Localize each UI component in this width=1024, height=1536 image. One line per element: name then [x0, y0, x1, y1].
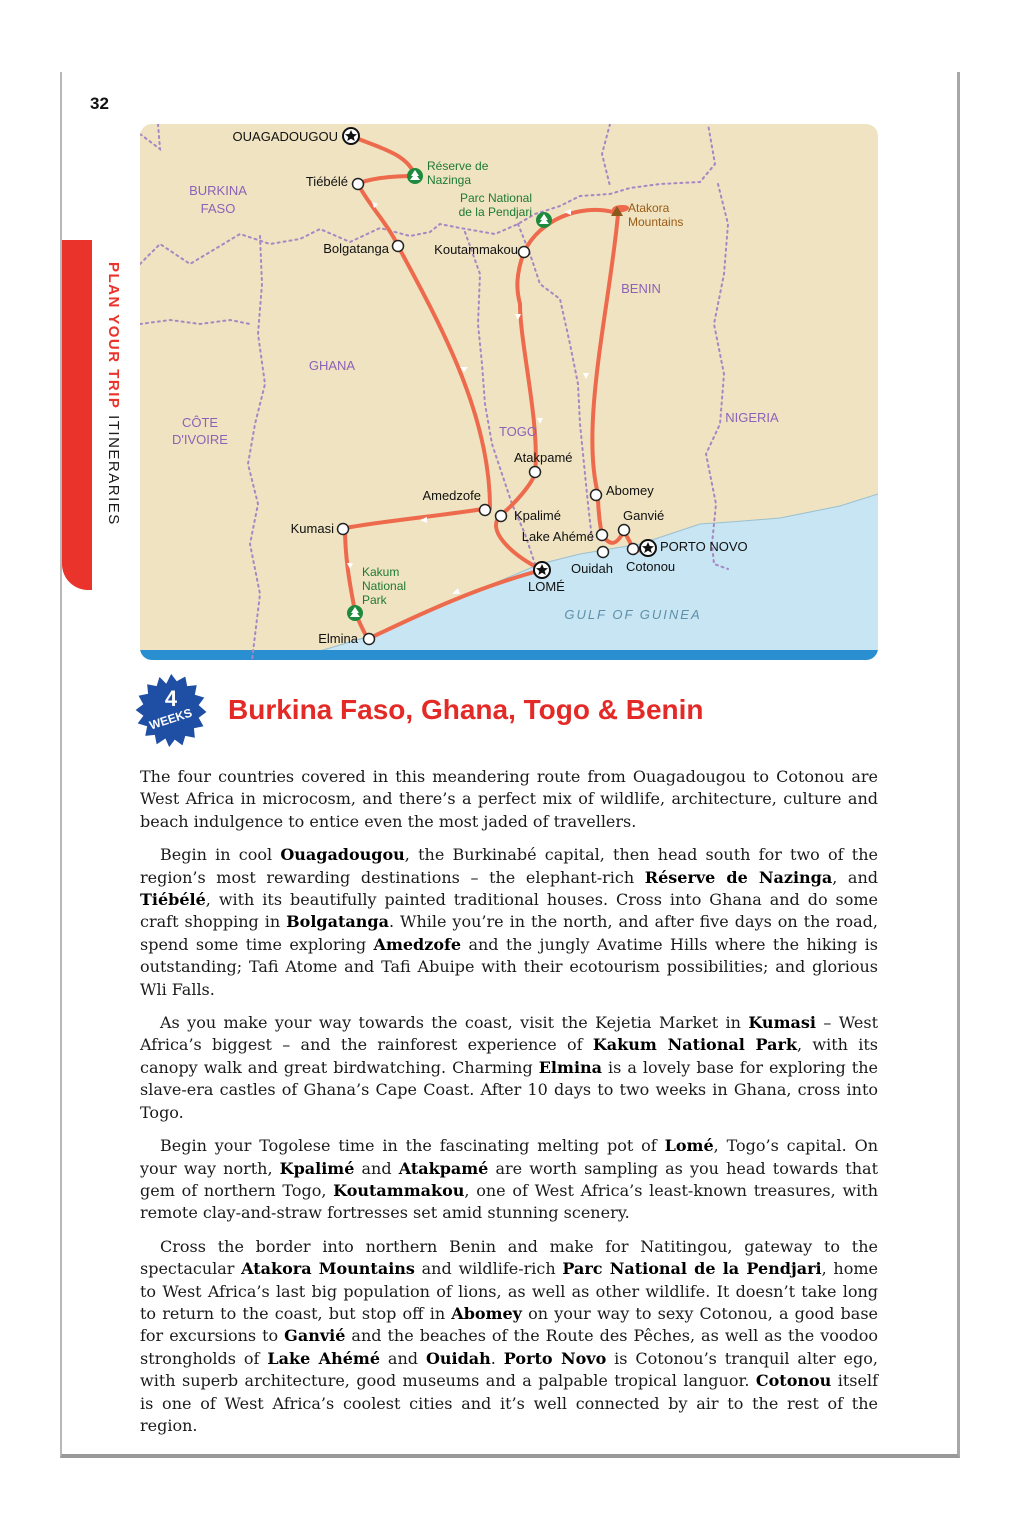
place-highlight: Atakpamé — [398, 1158, 489, 1178]
body-text-run: , the Burkinabé capital, then head south for two of the region’s most rewarding destinations – the elephant-rich — [140, 845, 879, 887]
label-kakum-1: Kakum — [362, 565, 400, 579]
label-ghana: GHANA — [308, 358, 356, 373]
section-tab-title: PLAN YOUR TRIP — [105, 262, 122, 410]
place-highlight: Cotonou — [755, 1371, 832, 1391]
label-kakum-3: Park — [362, 593, 387, 607]
body-paragraph — [140, 1236, 878, 1438]
section-tab-label — [100, 262, 122, 562]
label-bolgatanga: Bolgatanga — [323, 241, 389, 256]
label-ouagadougou: OUAGADOUGOU — [232, 129, 338, 144]
place-highlight: Kpalimé — [279, 1158, 355, 1178]
place-highlight: Kumasi — [748, 1013, 816, 1033]
town-marker-bolgatanga — [393, 241, 404, 252]
map-bottom-bar — [140, 650, 878, 660]
place-highlight: Ganvié — [284, 1326, 346, 1346]
body-text-run: , with its canopy walk and great birdwatching. Charming — [140, 1035, 878, 1077]
place-highlight: Ouidah — [425, 1348, 491, 1368]
label-pendjari-1: Parc National — [459, 191, 532, 205]
label-ganvie: Ganvié — [623, 508, 665, 523]
town-marker-tiebele — [353, 179, 364, 190]
label-atakora-1: Atakora — [628, 201, 670, 215]
body-text-run: and the jungly Avatime Hills where the hiking is outstanding; Tafi Atome and Tafi Abuipe with their ecotourism possibilities; and glorious Wli Falls. — [140, 934, 878, 999]
body-text-run: , home to West Africa’s last big population of lions, as well as other wildlife. It doesn’t take long to return to the coast, but stop off in — [140, 1259, 879, 1323]
place-highlight: Lake Ahémé — [267, 1348, 380, 1368]
body-text-run: is a lovely base for exploring the slave-era castles of Ghana’s Cape Coast. After 10 days to two weeks in Ghana, cross into Togo. — [140, 1057, 879, 1122]
page-number: 32 — [90, 94, 109, 113]
label-cote-1: CÔTE — [181, 415, 219, 430]
label-nigeria: NIGERIA — [725, 410, 779, 425]
place-highlight: Atakora Mountains — [241, 1259, 415, 1279]
town-marker-abomey — [591, 490, 602, 501]
body-text-run: , and — [832, 867, 879, 887]
body-text-run: and — [380, 1348, 426, 1368]
body-text-run: and the beaches of the Route des Pêches, as well as the voodoo strongholds of — [140, 1326, 878, 1368]
label-elmina: Elmina — [318, 631, 358, 646]
town-marker-ganvie — [619, 525, 630, 536]
body-text-run: is Cotonou’s tranquil alter ego, with superb architecture, good museums and a palpable tropical languor. — [140, 1348, 878, 1391]
place-highlight: Parc National de la Pendjari — [562, 1259, 822, 1279]
label-togo: TOGO — [498, 424, 538, 439]
body-text-run: and — [354, 1158, 399, 1178]
label-gulf-of-guinea: GULF OF GUINEA — [564, 607, 702, 622]
town-marker-kumasi — [338, 524, 349, 535]
label-atakpame: Atakpamé — [514, 450, 573, 465]
label-benin: BENIN — [621, 281, 661, 296]
label-abomey: Abomey — [606, 483, 654, 498]
body-text-run: , one of West Africa’s least-known treasures, with remote clay-and-straw fortresses set amid stunning scenery. — [140, 1180, 879, 1223]
park-marker-nazinga — [407, 168, 423, 184]
town-marker-cotonou — [628, 544, 639, 555]
place-highlight: Réserve de Nazinga — [644, 867, 833, 887]
label-ouidah: Ouidah — [571, 561, 613, 576]
place-highlight: Amedzofe — [373, 934, 462, 954]
body-text-run: Begin in cool — [160, 845, 281, 865]
capital-marker-porto-novo — [640, 540, 656, 556]
label-koutammakou: Koutammakou — [434, 242, 518, 257]
place-highlight: Tiébélé — [140, 890, 206, 910]
badge-number: 4 — [164, 686, 178, 711]
label-nazinga-2: Nazinga — [427, 173, 472, 187]
label-kakum-2: National — [362, 579, 407, 593]
label-kpalime: Kpalimé — [514, 508, 561, 523]
itinerary-title: Burkina Faso, Ghana, Togo & Benin — [228, 694, 704, 725]
capital-marker-lome — [534, 562, 550, 578]
badge-unit: WEEKS — [147, 705, 194, 733]
place-highlight: Ouagadougou — [280, 845, 405, 865]
label-cotonou: Cotonou — [626, 559, 676, 574]
place-highlight: Porto Novo — [503, 1348, 607, 1368]
duration-badge — [130, 670, 212, 752]
label-porto-novo: PORTO NOVO — [660, 539, 748, 554]
park-marker-kakum — [347, 605, 363, 621]
section-tab — [62, 240, 92, 590]
place-highlight: Kakum National Park — [592, 1035, 798, 1055]
town-marker-koutammakou — [519, 247, 530, 258]
body-text-run: Begin your Togolese time in the fascinating melting pot of — [160, 1136, 665, 1156]
body-text-run: are worth sampling as you head towards that gem of northern Togo, — [140, 1158, 878, 1200]
section-tab-subtitle: ITINERARIES — [105, 415, 122, 526]
place-highlight: Lomé — [664, 1136, 714, 1156]
label-pendjari-2: de la Pendjari — [458, 205, 532, 219]
place-highlight: Abomey — [451, 1303, 522, 1323]
town-marker-lake-aheme — [597, 530, 608, 541]
body-paragraph — [140, 766, 878, 833]
label-burkina-2: FASO — [200, 201, 236, 216]
body-text-run: As you make your way towards the coast, visit the Kejetia Market in — [160, 1013, 749, 1033]
label-cote-2: D'IVOIRE — [172, 432, 228, 447]
body-paragraph — [140, 844, 878, 1001]
body-text-run: . While you’re in the north, and after five days on the road, spend some time exploring — [140, 912, 878, 954]
body-text-run: and wildlife-rich — [414, 1259, 563, 1279]
town-marker-elmina — [364, 634, 375, 645]
park-marker-pendjari — [536, 212, 552, 228]
town-marker-kpalime — [496, 511, 507, 522]
town-marker-amedzofe — [480, 505, 491, 516]
body-text-run: , Togo’s capital. On your way north, — [140, 1136, 878, 1178]
label-tiebele: Tiébélé — [305, 174, 348, 189]
body-text-run: , with its beautifully painted traditional houses. Cross into Ghana and do some craft shopping in — [140, 890, 878, 932]
label-nazinga-1: Réserve de — [427, 159, 489, 173]
itinerary-body — [140, 766, 878, 1448]
label-amedzofe: Amedzofe — [422, 488, 481, 503]
itinerary-map — [140, 124, 878, 660]
capital-marker-ouagadougou — [343, 128, 359, 144]
place-highlight: Elmina — [538, 1057, 603, 1077]
body-text-run: The four countries covered in this meandering route from Ouagadougou to Cotonou are West Africa in microcosm, and there’s a perfect mix of wildlife, architecture, culture and beach indulgence to entice even the most jaded of travellers. — [140, 767, 878, 831]
label-kumasi: Kumasi — [290, 521, 334, 536]
town-marker-ouidah — [598, 547, 609, 558]
body-text-run: . — [490, 1348, 504, 1368]
body-text-run: itself is one of West Africa’s coolest cities and it’s well connected by air to the rest of the region. — [140, 1371, 878, 1435]
place-highlight: Koutammakou — [333, 1180, 465, 1200]
label-burkina-1: BURKINA — [189, 183, 247, 198]
body-text-run: Cross the border into northern Benin and make for Natitingou, gateway to the spectacular — [140, 1236, 878, 1279]
place-highlight: Bolgatanga — [286, 912, 389, 932]
body-text-run: – West Africa’s biggest – and the rainforest experience of — [140, 1013, 878, 1055]
body-paragraph — [140, 1012, 878, 1124]
body-paragraph — [140, 1135, 878, 1225]
label-lake-aheme: Lake Ahémé — [521, 529, 594, 544]
body-text-run: on your way to sexy Cotonou, a good base for excursions to — [140, 1303, 878, 1346]
town-marker-atakpame — [530, 467, 541, 478]
label-atakora-2: Mountains — [628, 215, 684, 229]
label-lome: LOMÉ — [528, 579, 565, 594]
